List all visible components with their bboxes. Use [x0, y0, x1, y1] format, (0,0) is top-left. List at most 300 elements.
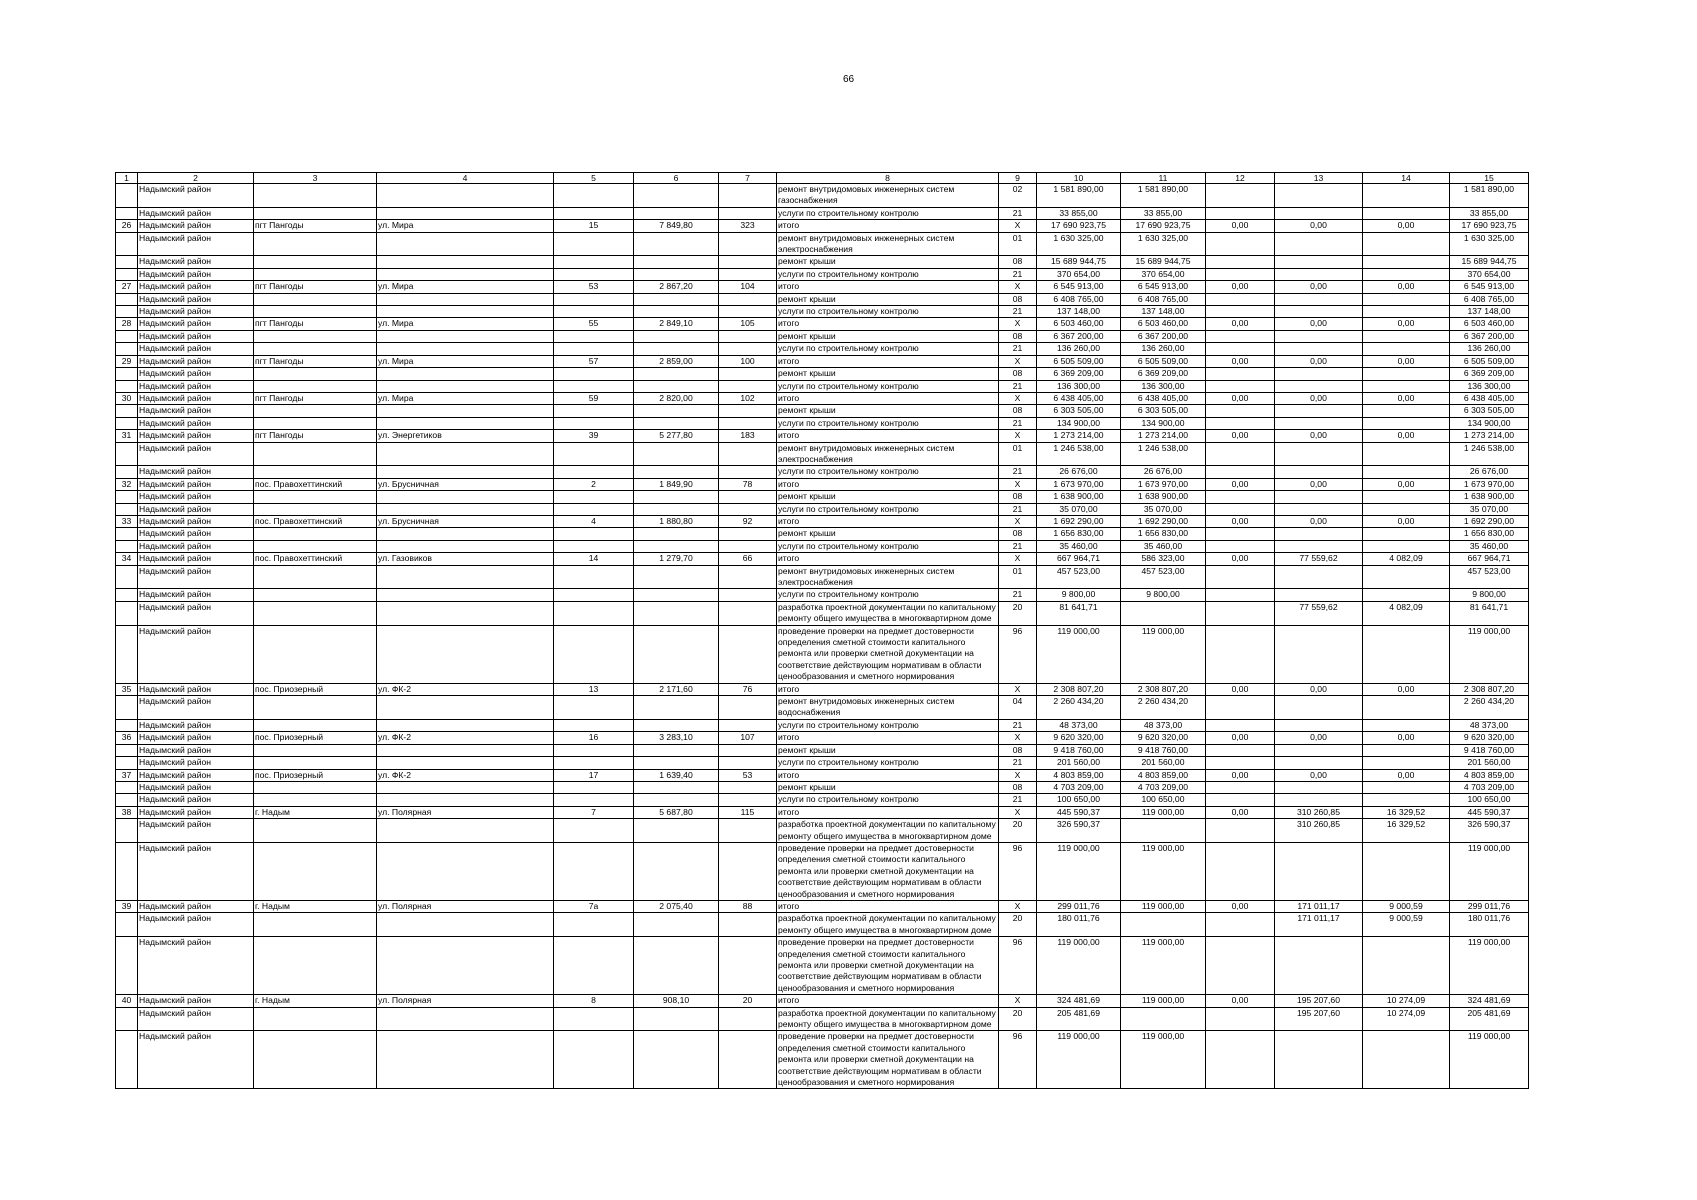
street-cell — [377, 368, 554, 380]
municipality-cell: Надымский район — [138, 466, 254, 478]
house-number-cell — [554, 744, 634, 756]
settlement-cell — [254, 1007, 377, 1031]
budget-share-cell: 0,00 — [1206, 220, 1275, 232]
row-number-cell — [116, 540, 138, 552]
fund-cost-cell: 6 505 509,00 — [1121, 355, 1206, 367]
street-cell: ул. Мира — [377, 392, 554, 404]
fund-cost-cell: 4 803 859,00 — [1121, 769, 1206, 781]
area-cell — [634, 819, 719, 843]
street-cell — [377, 937, 554, 995]
regional-share-cell — [1275, 696, 1363, 720]
residents-cell — [719, 491, 777, 503]
header-row — [116, 173, 1529, 184]
row-number-cell — [116, 589, 138, 601]
row-number-cell — [116, 781, 138, 793]
street-cell — [377, 601, 554, 625]
residents-cell — [719, 368, 777, 380]
residents-cell — [719, 343, 777, 355]
fund-cost-cell: 134 900,00 — [1121, 417, 1206, 429]
street-cell — [377, 819, 554, 843]
settlement-cell: пос. Приозерный — [254, 769, 377, 781]
budget-share-cell — [1206, 842, 1275, 900]
residents-cell: 323 — [719, 220, 777, 232]
local-share-cell: 0,00 — [1363, 281, 1450, 293]
overall-cost-cell: 1 630 325,00 — [1450, 232, 1529, 256]
local-share-cell — [1363, 503, 1450, 515]
house-number-cell — [554, 589, 634, 601]
work-code-cell: 21 — [999, 540, 1037, 552]
budget-share-cell: 0,00 — [1206, 392, 1275, 404]
work-type-cell: ремонт внутридомовых инженерных систем электроснабжения — [777, 442, 999, 466]
local-share-cell: 0,00 — [1363, 683, 1450, 695]
work-type-cell: разработка проектной документации по капитальному ремонту общего имущества в многоквартирном доме — [778, 1007, 999, 1030]
residents-cell — [719, 1007, 777, 1031]
house-number-cell: 57 — [554, 355, 634, 367]
overall-cost-cell: 1 656 830,00 — [1450, 528, 1529, 540]
work-code-cell: 20 — [999, 819, 1037, 843]
row-number-cell — [116, 625, 138, 683]
total-cost-cell: 201 560,00 — [1037, 757, 1121, 769]
street-cell: ул. Энергетиков — [377, 430, 554, 442]
budget-share-cell: 0,00 — [1206, 478, 1275, 490]
municipality-cell: Надымский район — [138, 806, 254, 818]
row-number-cell — [116, 207, 138, 219]
fund-cost-cell — [1121, 1007, 1206, 1031]
overall-cost-cell: 445 590,37 — [1450, 806, 1529, 818]
residents-cell — [719, 937, 777, 995]
fund-cost-cell: 119 000,00 — [1121, 937, 1206, 995]
street-cell — [377, 528, 554, 540]
house-number-cell: 4 — [554, 515, 634, 527]
total-cost-cell: 119 000,00 — [1037, 625, 1121, 683]
budget-share-cell — [1206, 565, 1275, 589]
overall-cost-cell: 119 000,00 — [1450, 842, 1529, 900]
residents-cell — [719, 601, 777, 625]
work-code-cell: 20 — [999, 1007, 1037, 1031]
regional-share-cell: 0,00 — [1275, 220, 1363, 232]
table-row — [116, 392, 1529, 404]
residents-cell — [719, 184, 777, 208]
street-cell: ул. Полярная — [377, 995, 554, 1007]
municipality-cell: Надымский район — [138, 503, 254, 515]
budget-share-cell: 0,00 — [1206, 281, 1275, 293]
house-number-cell — [554, 491, 634, 503]
settlement-cell — [254, 625, 377, 683]
settlement-cell — [254, 1031, 377, 1089]
table-row — [116, 719, 1529, 731]
area-cell — [634, 466, 719, 478]
municipality-cell: Надымский район — [138, 318, 254, 330]
fund-cost-cell: 119 000,00 — [1121, 842, 1206, 900]
table-row — [116, 380, 1529, 392]
residents-cell — [719, 256, 777, 268]
local-share-cell: 10 274,09 — [1363, 995, 1450, 1007]
budget-share-cell — [1206, 1031, 1275, 1089]
work-code-cell: X — [999, 430, 1037, 442]
total-cost-cell: 1 581 890,00 — [1037, 184, 1121, 208]
local-share-cell — [1363, 491, 1450, 503]
municipality-cell: Надымский район — [138, 232, 254, 256]
overall-cost-cell: 81 641,71 — [1450, 601, 1529, 625]
table-row — [116, 430, 1529, 442]
area-cell — [634, 293, 719, 305]
area-cell: 5 277,80 — [634, 430, 719, 442]
municipality-cell: Надымский район — [138, 343, 254, 355]
table-row — [116, 806, 1529, 818]
overall-cost-cell: 134 900,00 — [1450, 417, 1529, 429]
budget-share-cell — [1206, 293, 1275, 305]
area-cell — [634, 601, 719, 625]
regional-share-cell — [1275, 589, 1363, 601]
house-number-cell: 59 — [554, 392, 634, 404]
settlement-cell — [254, 343, 377, 355]
budget-share-cell — [1206, 601, 1275, 625]
total-cost-cell: 26 676,00 — [1037, 466, 1121, 478]
work-type-cell: итого — [777, 318, 999, 330]
regional-share-cell — [1275, 466, 1363, 478]
budget-share-cell — [1206, 417, 1275, 429]
budget-share-cell — [1206, 256, 1275, 268]
municipality-cell: Надымский район — [138, 819, 254, 843]
regional-share-cell — [1275, 719, 1363, 731]
local-share-cell — [1363, 757, 1450, 769]
work-type-cell: услуги по строительному контролю — [777, 540, 999, 552]
table-row — [116, 601, 1529, 625]
residents-cell — [719, 207, 777, 219]
total-cost-cell: 1 692 290,00 — [1037, 515, 1121, 527]
fund-cost-cell: 6 369 209,00 — [1121, 368, 1206, 380]
residents-cell — [719, 380, 777, 392]
local-share-cell: 0,00 — [1363, 220, 1450, 232]
work-type-cell: итого — [777, 769, 999, 781]
street-cell — [377, 293, 554, 305]
budget-share-cell — [1206, 1007, 1275, 1031]
budget-share-cell: 0,00 — [1206, 355, 1275, 367]
work-type-cell: услуги по строительному контролю — [777, 417, 999, 429]
settlement-cell — [254, 405, 377, 417]
work-code-cell: 08 — [999, 405, 1037, 417]
work-type-cell: итого — [777, 806, 999, 818]
work-code-cell: 08 — [999, 293, 1037, 305]
street-cell — [377, 744, 554, 756]
budget-share-cell — [1206, 528, 1275, 540]
header-cell-15: 15 — [1450, 173, 1529, 184]
budget-share-cell — [1206, 819, 1275, 843]
street-cell: ул. ФК-2 — [377, 769, 554, 781]
settlement-cell — [254, 306, 377, 318]
regional-share-cell: 0,00 — [1275, 683, 1363, 695]
settlement-cell — [254, 757, 377, 769]
overall-cost-cell: 299 011,76 — [1450, 900, 1529, 912]
work-code-cell: 21 — [999, 207, 1037, 219]
work-code-cell: X — [999, 318, 1037, 330]
municipality-cell: Надымский район — [138, 589, 254, 601]
area-cell — [634, 1031, 719, 1089]
local-share-cell — [1363, 442, 1450, 466]
table-row — [116, 207, 1529, 219]
work-type-cell: проведение проверки на предмет достоверности определения сметной стоимости капитального ремонта или проверки сметной документации на соответствие действующим нормативам в области ценообразования и сметного нормирования — [777, 842, 999, 900]
settlement-cell — [254, 601, 377, 625]
municipality-cell: Надымский район — [138, 207, 254, 219]
municipality-cell: Надымский район — [138, 565, 254, 589]
regional-share-cell: 0,00 — [1275, 769, 1363, 781]
house-number-cell — [554, 696, 634, 720]
budget-share-cell: 0,00 — [1206, 806, 1275, 818]
house-number-cell — [554, 368, 634, 380]
budget-share-cell — [1206, 330, 1275, 342]
fund-cost-cell: 35 460,00 — [1121, 540, 1206, 552]
regional-share-cell: 77 559,62 — [1275, 553, 1363, 565]
total-cost-cell: 17 690 923,75 — [1037, 220, 1121, 232]
residents-cell — [719, 744, 777, 756]
table-row — [116, 842, 1529, 900]
street-cell — [377, 1007, 554, 1031]
residents-cell — [719, 540, 777, 552]
budget-share-cell — [1206, 589, 1275, 601]
residents-cell: 76 — [719, 683, 777, 695]
settlement-cell: пгт Пангоды — [254, 392, 377, 404]
regional-share-cell: 310 260,85 — [1275, 806, 1363, 818]
house-number-cell: 7 — [554, 806, 634, 818]
settlement-cell — [254, 719, 377, 731]
regional-share-cell — [1275, 781, 1363, 793]
settlement-cell — [254, 232, 377, 256]
total-cost-cell: 6 545 913,00 — [1037, 281, 1121, 293]
total-cost-cell: 6 369 209,00 — [1037, 368, 1121, 380]
regional-share-cell: 195 207,60 — [1275, 1007, 1363, 1031]
municipality-cell: Надымский район — [138, 900, 254, 912]
local-share-cell — [1363, 842, 1450, 900]
municipality-cell: Надымский район — [138, 1031, 254, 1089]
area-cell: 2 867,20 — [634, 281, 719, 293]
local-share-cell — [1363, 565, 1450, 589]
area-cell — [634, 232, 719, 256]
total-cost-cell: 9 620 320,00 — [1037, 732, 1121, 744]
street-cell: ул. Газовиков — [377, 553, 554, 565]
work-type-cell: ремонт внутридомовых инженерных систем газоснабжения — [777, 184, 999, 208]
table-row — [116, 1031, 1529, 1089]
local-share-cell: 4 082,09 — [1363, 601, 1450, 625]
residents-cell: 88 — [719, 900, 777, 912]
table-row — [116, 220, 1529, 232]
local-share-cell — [1363, 696, 1450, 720]
work-type-cell: проведение проверки на предмет достоверности определения сметной стоимости капитального ремонта или проверки сметной документации на соответствие действующим нормативам в области ценообразования и сметного нормирования — [777, 1031, 999, 1089]
overall-cost-cell: 1 673 970,00 — [1450, 478, 1529, 490]
row-number-cell — [116, 757, 138, 769]
house-number-cell: 15 — [554, 220, 634, 232]
total-cost-cell: 81 641,71 — [1037, 601, 1121, 625]
residents-cell — [719, 1031, 777, 1089]
regional-share-cell — [1275, 184, 1363, 208]
regional-share-cell — [1275, 380, 1363, 392]
local-share-cell: 4 082,09 — [1363, 553, 1450, 565]
table-row — [116, 553, 1529, 565]
municipality-cell: Надымский район — [138, 757, 254, 769]
street-cell: ул. ФК-2 — [377, 732, 554, 744]
residents-cell — [719, 794, 777, 806]
work-code-cell: 01 — [999, 442, 1037, 466]
regional-share-cell — [1275, 625, 1363, 683]
budget-share-cell — [1206, 696, 1275, 720]
municipality-cell: Надымский район — [138, 781, 254, 793]
municipality-cell: Надымский район — [138, 220, 254, 232]
budget-share-cell — [1206, 913, 1275, 937]
area-cell: 908,10 — [634, 995, 719, 1007]
area-cell: 1 849,90 — [634, 478, 719, 490]
area-cell — [634, 781, 719, 793]
fund-cost-cell: 1 692 290,00 — [1121, 515, 1206, 527]
table-row — [116, 769, 1529, 781]
settlement-cell — [254, 540, 377, 552]
overall-cost-cell: 457 523,00 — [1450, 565, 1529, 589]
settlement-cell — [254, 184, 377, 208]
work-code-cell: X — [999, 515, 1037, 527]
house-number-cell — [554, 528, 634, 540]
fund-cost-cell: 35 070,00 — [1121, 503, 1206, 515]
regional-share-cell — [1275, 565, 1363, 589]
house-number-cell: 14 — [554, 553, 634, 565]
area-cell: 1 880,80 — [634, 515, 719, 527]
table-row — [116, 732, 1529, 744]
work-type-cell: услуги по строительному контролю — [777, 380, 999, 392]
house-number-cell: 2 — [554, 478, 634, 490]
header-cell-2: 2 — [138, 173, 254, 184]
settlement-cell — [254, 268, 377, 280]
regional-share-cell — [1275, 528, 1363, 540]
settlement-cell — [254, 696, 377, 720]
row-number-cell — [116, 491, 138, 503]
overall-cost-cell: 6 369 209,00 — [1450, 368, 1529, 380]
fund-cost-cell: 1 673 970,00 — [1121, 478, 1206, 490]
regional-share-cell — [1275, 232, 1363, 256]
residents-cell — [719, 719, 777, 731]
regional-share-cell — [1275, 757, 1363, 769]
table-row — [116, 417, 1529, 429]
fund-cost-cell — [1121, 601, 1206, 625]
overall-cost-cell: 119 000,00 — [1450, 937, 1529, 995]
area-cell — [634, 1007, 719, 1031]
total-cost-cell: 2 308 807,20 — [1037, 683, 1121, 695]
fund-cost-cell: 2 260 434,20 — [1121, 696, 1206, 720]
regional-share-cell — [1275, 744, 1363, 756]
municipality-cell: Надымский район — [138, 696, 254, 720]
work-code-cell: X — [999, 683, 1037, 695]
overall-cost-cell: 48 373,00 — [1450, 719, 1529, 731]
regional-share-cell: 0,00 — [1275, 515, 1363, 527]
regional-share-cell: 171 011,17 — [1275, 913, 1363, 937]
row-number-cell: 30 — [116, 392, 138, 404]
work-code-cell: X — [999, 806, 1037, 818]
settlement-cell: пос. Правохеттинский — [254, 478, 377, 490]
local-share-cell — [1363, 719, 1450, 731]
house-number-cell — [554, 913, 634, 937]
municipality-cell: Надымский район — [138, 515, 254, 527]
residents-cell — [719, 442, 777, 466]
settlement-cell — [254, 368, 377, 380]
regional-share-cell — [1275, 842, 1363, 900]
total-cost-cell: 180 011,76 — [1037, 913, 1121, 937]
table-row — [116, 995, 1529, 1007]
residents-cell — [719, 268, 777, 280]
budget-share-cell — [1206, 491, 1275, 503]
street-cell — [377, 913, 554, 937]
budget-share-cell: 0,00 — [1206, 318, 1275, 330]
municipality-cell: Надымский район — [138, 491, 254, 503]
work-type-cell: итого — [777, 392, 999, 404]
house-number-cell: 55 — [554, 318, 634, 330]
settlement-cell — [254, 466, 377, 478]
work-type-cell: проведение проверки на предмет достоверности определения сметной стоимости капитального ремонта или проверки сметной документации на соответствие действующим нормативам в области ценообразования и сметного нормирования — [777, 937, 999, 995]
budget-share-cell: 0,00 — [1206, 553, 1275, 565]
row-number-cell — [116, 1007, 138, 1031]
row-number-cell — [116, 842, 138, 900]
regional-share-cell — [1275, 405, 1363, 417]
fund-cost-cell: 119 000,00 — [1121, 900, 1206, 912]
street-cell — [377, 842, 554, 900]
fund-cost-cell: 9 800,00 — [1121, 589, 1206, 601]
area-cell: 2 849,10 — [634, 318, 719, 330]
local-share-cell — [1363, 589, 1450, 601]
street-cell — [377, 232, 554, 256]
work-code-cell: 96 — [999, 1031, 1037, 1089]
house-number-cell — [554, 442, 634, 466]
regional-share-cell — [1275, 442, 1363, 466]
residents-cell — [719, 528, 777, 540]
local-share-cell: 0,00 — [1363, 732, 1450, 744]
overall-cost-cell: 1 246 538,00 — [1450, 442, 1529, 466]
budget-share-cell — [1206, 184, 1275, 208]
overall-cost-cell: 136 260,00 — [1450, 343, 1529, 355]
table-row — [116, 1007, 1529, 1031]
local-share-cell: 16 329,52 — [1363, 819, 1450, 843]
work-type-cell: разработка проектной документации по капитальному ремонту общего имущества в многоквартирном доме — [778, 601, 999, 624]
residents-cell — [719, 503, 777, 515]
total-cost-cell: 9 800,00 — [1037, 589, 1121, 601]
fund-cost-cell — [1121, 913, 1206, 937]
total-cost-cell: 100 650,00 — [1037, 794, 1121, 806]
regional-share-cell: 310 260,85 — [1275, 819, 1363, 843]
total-cost-cell: 137 148,00 — [1037, 306, 1121, 318]
residents-cell: 92 — [719, 515, 777, 527]
house-number-cell — [554, 503, 634, 515]
total-cost-cell: 6 367 200,00 — [1037, 330, 1121, 342]
fund-cost-cell: 1 630 325,00 — [1121, 232, 1206, 256]
work-type-cell: проведение проверки на предмет достоверности определения сметной стоимости капитального ремонта или проверки сметной документации на соответствие действующим нормативам в области ценообразования и сметного нормирования — [777, 625, 999, 683]
municipality-cell: Надымский район — [138, 330, 254, 342]
table-row — [116, 565, 1529, 589]
street-cell: ул. Мира — [377, 355, 554, 367]
budget-share-cell — [1206, 744, 1275, 756]
residents-cell — [719, 589, 777, 601]
table-row — [116, 232, 1529, 256]
settlement-cell — [254, 503, 377, 515]
street-cell — [377, 625, 554, 683]
work-type-cell: ремонт крыши — [777, 405, 999, 417]
fund-cost-cell: 2 308 807,20 — [1121, 683, 1206, 695]
street-cell — [377, 405, 554, 417]
overall-cost-cell: 6 408 765,00 — [1450, 293, 1529, 305]
local-share-cell: 0,00 — [1363, 318, 1450, 330]
row-number-cell: 28 — [116, 318, 138, 330]
area-cell — [634, 719, 719, 731]
work-type-cell: итого — [777, 995, 999, 1007]
work-type-cell: услуги по строительному контролю — [777, 719, 999, 731]
municipality-cell: Надымский район — [138, 528, 254, 540]
work-type-cell: итого — [777, 683, 999, 695]
residents-cell — [719, 306, 777, 318]
work-type-cell: ремонт внутридомовых инженерных систем электроснабжения — [777, 565, 999, 589]
header-cell-13: 13 — [1275, 173, 1363, 184]
